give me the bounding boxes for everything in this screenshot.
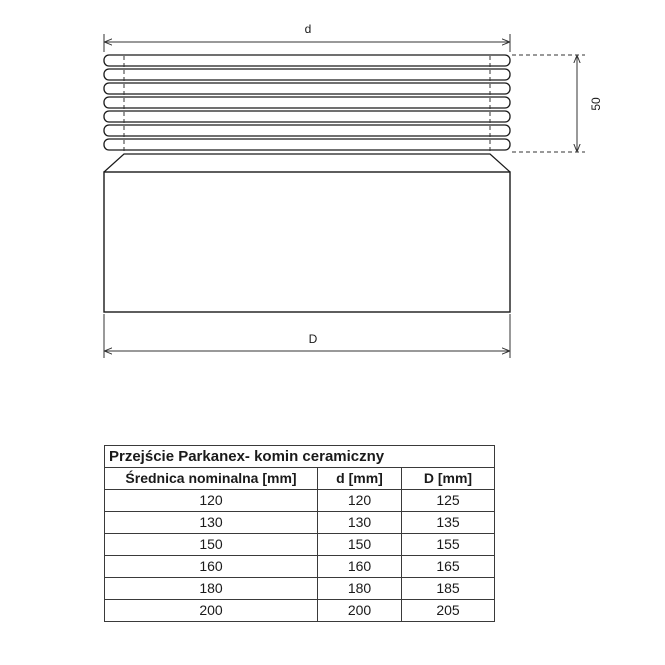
cell-D: 185 [402, 578, 495, 600]
table-header-row [105, 468, 495, 490]
table-title-row [105, 446, 495, 468]
dimension-label-height: 50 [589, 97, 603, 111]
cell-nominal: 130 [105, 512, 318, 534]
header-d: d [mm] [318, 468, 402, 490]
cell-d: 130 [318, 512, 402, 534]
cell-d: 200 [318, 600, 402, 622]
ribbed-section [104, 55, 510, 150]
cell-D: 125 [402, 490, 495, 512]
dimensions-table [104, 445, 495, 622]
table-title: Przejście Parkanex- komin ceramiczny [105, 446, 495, 468]
rib [104, 97, 510, 108]
cell-nominal: 150 [105, 534, 318, 556]
rib [104, 139, 510, 150]
cell-nominal: 180 [105, 578, 318, 600]
cell-d: 160 [318, 556, 402, 578]
dimension-label-D: D [308, 332, 318, 346]
header-nominal-diameter: Średnica nominalna [mm] [105, 468, 318, 490]
cell-D: 205 [402, 600, 495, 622]
cell-nominal: 200 [105, 600, 318, 622]
rib [104, 83, 510, 94]
cell-nominal: 160 [105, 556, 318, 578]
dimension-d [104, 22, 510, 52]
table-row [105, 600, 495, 622]
dimension-D [104, 314, 510, 358]
table-row [105, 578, 495, 600]
cell-D: 155 [402, 534, 495, 556]
table-row [105, 490, 495, 512]
taper-transition [104, 154, 510, 172]
rib [104, 55, 510, 66]
lower-body [104, 172, 510, 312]
dimension-label-d: d [304, 22, 312, 36]
cell-D: 135 [402, 512, 495, 534]
cell-nominal: 120 [105, 490, 318, 512]
cell-d: 150 [318, 534, 402, 556]
rib [104, 69, 510, 80]
cell-D: 165 [402, 556, 495, 578]
cell-d: 120 [318, 490, 402, 512]
rib [104, 125, 510, 136]
rib [104, 111, 510, 122]
table-row [105, 534, 495, 556]
dimension-height [512, 55, 603, 152]
header-D: D [mm] [402, 468, 495, 490]
table-row [105, 556, 495, 578]
table-row [105, 512, 495, 534]
cell-d: 180 [318, 578, 402, 600]
